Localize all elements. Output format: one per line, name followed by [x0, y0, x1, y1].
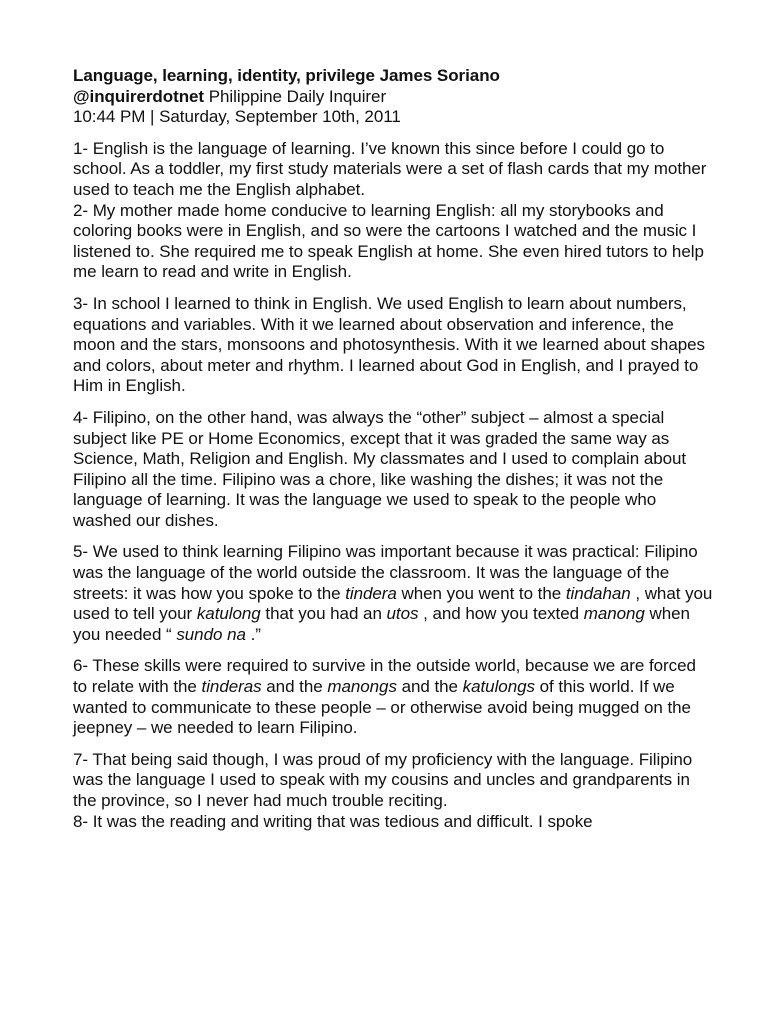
paragraph-5-text-1: 5- We used to think learning Filipino was important because it was practical: Filipino was the language of the world outside the classroom. It was the language of the streets: it was how you spoke to the	[73, 542, 698, 603]
paragraph-3: 3- In school I learned to think in English. We used English to learn about numbers, equations and variables. With it we learned about observation and inference, the moon and the stars, monsoons and photosynthesis. With it we learned about shapes and colors, about meter and rhythm. I learned about God in English, and I prayed to Him in English.	[73, 293, 705, 396]
paragraph-5-italic-3: katulong	[196, 604, 261, 624]
publication-name: Philippine Daily Inquirer	[204, 86, 387, 106]
twitter-handle: @inquirerdotnet	[73, 86, 205, 106]
paragraph-5-italic-2: tindahan	[565, 583, 631, 603]
paragraph-7: 7- That being said though, I was proud of my proficiency with the language. Filipino was the language I used to speak with my cousins and uncles and grandparents in the province, so I never had much trouble reciting.	[73, 749, 693, 810]
paragraph-5-italic-5: manong	[583, 604, 645, 624]
publish-timestamp: 10:44 PM | Saturday, September 10th, 2011	[73, 107, 401, 127]
paragraph-5-italic-1: tindera	[345, 583, 397, 603]
paragraph-5-text-6: when you needed “	[73, 604, 690, 644]
paragraph-6-italic-1: tinderas	[201, 677, 262, 697]
paragraph-6-text-4: of this world. If we wanted to communicate to these people – or otherwise avoid being mugged on the jeepney – we needed to learn Filipino.	[73, 677, 691, 738]
paragraph-6-italic-3: katulongs	[462, 677, 535, 697]
paragraph-1: 1- English is the language of learning. I’ve known this since before I could go to school. As a toddler, my first study materials were a set of flash cards that my mother used to teach me the English alphabet.	[73, 138, 707, 199]
paragraph-5-text-3: , what you used to tell your	[73, 583, 713, 624]
article-header	[73, 66, 713, 128]
paragraph-6-italic-2: manongs	[327, 677, 397, 697]
paragraph-6	[73, 656, 713, 738]
paragraph-6-text-2: and the	[261, 677, 328, 697]
article-body	[73, 66, 713, 832]
article-title: Language, learning, identity, privilege James Soriano	[73, 66, 500, 85]
paragraph-4: 4- Filipino, on the other hand, was always the “other” subject – almost a special subject like PE or Home Economics, except that it was graded the same way as Science, Math, Religion and English. My classmates and I used to complain about Filipino all the time. Filipino was a chore, like washing the dishes; it was not the language of learning. It was the language we used to speak to the people who washed our dishes.	[73, 407, 687, 530]
paragraph-6-text-3: and the	[396, 677, 463, 697]
paragraph-5-text-2: when you went to the	[396, 583, 566, 603]
paragraph-8: 8- It was the reading and writing that was tedious and difficult. I spoke	[73, 811, 593, 831]
paragraph-5-italic-6: sundo na	[176, 624, 246, 644]
paragraph-5-text-5: , and how you texted	[418, 604, 584, 624]
paragraph-5-italic-4: utos	[386, 604, 419, 624]
byline	[73, 87, 713, 108]
paragraph-2: 2- My mother made home conducive to learning English: all my storybooks and coloring books were in English, and so were the cartoons I watched and the music I listened to. She required me to speak English at home. She even hired tutors to help me learn to read and write in English.	[73, 200, 704, 282]
paragraph-5-text-4: that you had an	[260, 604, 387, 624]
paragraph-5	[73, 542, 713, 645]
paragraph-5-text-7: .”	[245, 624, 261, 644]
paragraph-6-text-1: 6- These skills were required to survive in the outside world, because we are forced to relate with the	[73, 656, 696, 697]
